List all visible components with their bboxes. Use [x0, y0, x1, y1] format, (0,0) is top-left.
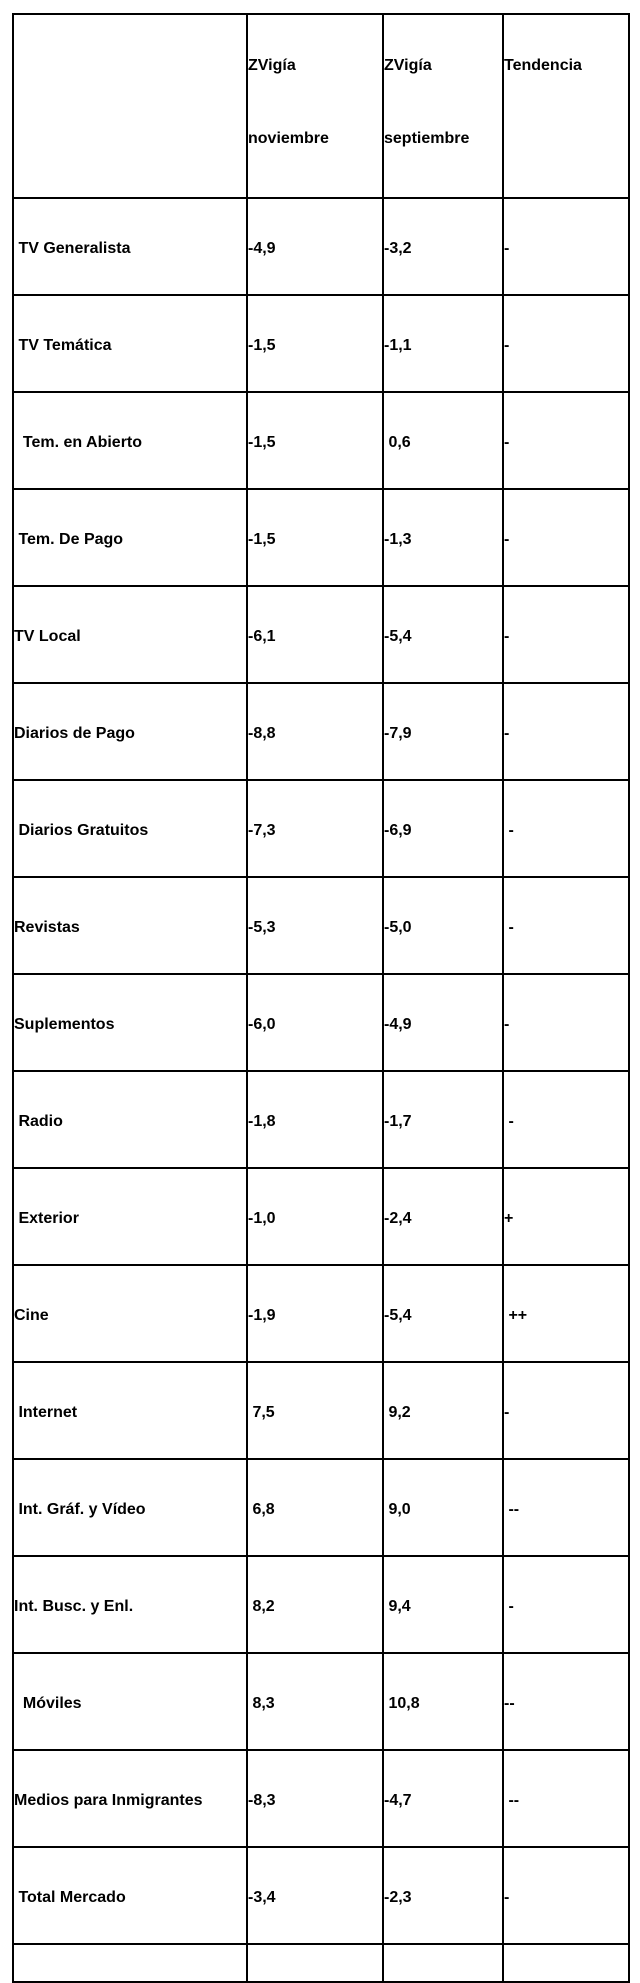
row-septiembre-cell	[383, 586, 503, 683]
row-tendencia-cell	[503, 392, 629, 489]
row-noviembre-cell	[247, 586, 383, 683]
row-tendencia-value: -	[504, 240, 510, 257]
row-septiembre-cell	[383, 780, 503, 877]
row-septiembre-value: 9,4	[384, 1598, 411, 1615]
header-line: Tendencia	[504, 57, 582, 74]
row-noviembre-cell	[247, 974, 383, 1071]
row-label-cell	[13, 1556, 247, 1653]
row-noviembre-value: -6,0	[248, 1016, 276, 1033]
table-row	[13, 974, 629, 1071]
row-noviembre-cell	[247, 877, 383, 974]
table-row	[13, 392, 629, 489]
row-label-cell	[13, 392, 247, 489]
row-noviembre-cell	[247, 1750, 383, 1847]
row-label-cell	[13, 1847, 247, 1944]
row-label: Total Mercado	[14, 1889, 126, 1906]
row-tendencia-cell	[503, 586, 629, 683]
row-label-cell	[13, 974, 247, 1071]
row-septiembre-cell	[383, 974, 503, 1071]
row-tendencia-cell	[503, 780, 629, 877]
row-tendencia-cell	[503, 489, 629, 586]
header-row	[13, 14, 629, 198]
row-septiembre-value: -3,2	[384, 240, 412, 257]
row-tendencia-value: -	[504, 531, 510, 548]
table-body-partial	[13, 1944, 629, 1982]
row-noviembre-cell	[247, 489, 383, 586]
row-noviembre-cell	[247, 1556, 383, 1653]
row-label-cell	[13, 1459, 247, 1556]
row-tendencia-value: -	[504, 1404, 510, 1421]
row-noviembre-cell	[247, 1653, 383, 1750]
row-noviembre-cell	[247, 1265, 383, 1362]
row-septiembre-cell	[383, 1750, 503, 1847]
row-noviembre-cell	[247, 683, 383, 780]
header-line: septiembre	[384, 130, 470, 147]
table-row	[13, 1362, 629, 1459]
row-noviembre-value: -1,0	[248, 1210, 276, 1227]
row-label-cell	[13, 1750, 247, 1847]
table-header	[13, 14, 629, 198]
row-septiembre-value: -2,4	[384, 1210, 412, 1227]
row-septiembre-value: 9,0	[384, 1501, 411, 1518]
row-tendencia-value: -	[504, 434, 510, 451]
row-septiembre-value: 9,2	[384, 1404, 411, 1421]
row-septiembre-value: -1,3	[384, 531, 412, 548]
row-septiembre-value: -7,9	[384, 725, 412, 742]
row-noviembre-value: -4,9	[248, 240, 276, 257]
row-septiembre-cell	[383, 198, 503, 295]
table-row	[13, 1265, 629, 1362]
table-row	[13, 198, 629, 295]
row-tendencia-cell	[503, 1265, 629, 1362]
row-noviembre-value: -8,8	[248, 725, 276, 742]
row-label: Radio	[14, 1113, 63, 1130]
row-label-cell	[13, 877, 247, 974]
row-tendencia-value: -	[504, 919, 514, 936]
row-label: Diarios Gratuitos	[14, 822, 149, 839]
row-septiembre-cell	[383, 392, 503, 489]
header-cell-tendencia	[503, 14, 629, 198]
row-label-cell	[13, 1265, 247, 1362]
row-label-cell	[13, 198, 247, 295]
row-label: Cine	[14, 1307, 49, 1324]
table-row	[13, 295, 629, 392]
row-noviembre-value: 8,2	[248, 1598, 275, 1615]
row-septiembre-value: -5,0	[384, 919, 412, 936]
header-cell-zvigia-noviembre	[247, 14, 383, 198]
row-noviembre-cell	[247, 392, 383, 489]
row-tendencia-value: -	[504, 1016, 510, 1033]
row-tendencia-cell	[503, 974, 629, 1071]
row-tendencia-value: --	[504, 1501, 520, 1518]
row-tendencia-value: -	[504, 822, 514, 839]
row-septiembre-value: -1,7	[384, 1113, 412, 1130]
row-tendencia-cell	[503, 1362, 629, 1459]
row-label: Int. Gráf. y Vídeo	[14, 1501, 146, 1518]
row-noviembre-cell	[247, 198, 383, 295]
row-label-cell	[13, 780, 247, 877]
row-tendencia-value: --	[504, 1695, 515, 1712]
row-label: TV Local	[14, 628, 81, 645]
row-label-cell	[13, 295, 247, 392]
table-row	[13, 1847, 629, 1944]
row-septiembre-value: -5,4	[384, 628, 412, 645]
row-noviembre-cell	[247, 1459, 383, 1556]
row-septiembre-value: -1,1	[384, 337, 412, 354]
table-row	[13, 877, 629, 974]
row-noviembre-value: -8,3	[248, 1792, 276, 1809]
header-cell-zvigia-septiembre	[383, 14, 503, 198]
partial-row	[13, 1944, 629, 1982]
partial-cell	[13, 1944, 247, 1982]
row-tendencia-value: -	[504, 725, 510, 742]
row-septiembre-cell	[383, 1653, 503, 1750]
row-septiembre-value: -5,4	[384, 1307, 412, 1324]
row-septiembre-cell	[383, 1847, 503, 1944]
row-septiembre-cell	[383, 683, 503, 780]
row-septiembre-value: -6,9	[384, 822, 412, 839]
header-cell-empty	[13, 14, 247, 198]
row-septiembre-value: -4,9	[384, 1016, 412, 1033]
partial-cell	[383, 1944, 503, 1982]
row-label: Medios para Inmigrantes	[14, 1792, 203, 1809]
row-tendencia-value: +	[504, 1210, 514, 1227]
row-label: TV Generalista	[14, 240, 131, 257]
row-tendencia-value: -	[504, 1889, 510, 1906]
partial-cell	[247, 1944, 383, 1982]
row-noviembre-cell	[247, 1168, 383, 1265]
table-row	[13, 1750, 629, 1847]
row-tendencia-cell	[503, 1750, 629, 1847]
row-tendencia-cell	[503, 683, 629, 780]
row-label: Tem. en Abierto	[14, 434, 143, 451]
row-tendencia-cell	[503, 1168, 629, 1265]
row-noviembre-value: -1,5	[248, 337, 276, 354]
row-noviembre-cell	[247, 780, 383, 877]
row-label-cell	[13, 1362, 247, 1459]
row-label: TV Temática	[14, 337, 112, 354]
row-tendencia-value: -	[504, 1113, 514, 1130]
row-noviembre-cell	[247, 1362, 383, 1459]
table-row	[13, 489, 629, 586]
row-tendencia-cell	[503, 295, 629, 392]
row-label: Móviles	[14, 1695, 82, 1712]
row-septiembre-cell	[383, 1071, 503, 1168]
row-label: Tem. De Pago	[14, 531, 124, 548]
row-label-cell	[13, 586, 247, 683]
row-noviembre-value: -7,3	[248, 822, 276, 839]
row-tendencia-cell	[503, 1459, 629, 1556]
media-forecast-table	[12, 13, 630, 1983]
row-label: Suplementos	[14, 1016, 115, 1033]
table-row	[13, 1653, 629, 1750]
row-label: Internet	[14, 1404, 78, 1421]
row-tendencia-cell	[503, 1556, 629, 1653]
row-noviembre-value: 6,8	[248, 1501, 275, 1518]
row-noviembre-cell	[247, 295, 383, 392]
row-noviembre-value: 7,5	[248, 1404, 275, 1421]
row-noviembre-value: -1,9	[248, 1307, 276, 1324]
table-body	[13, 198, 629, 1944]
row-noviembre-value: -3,4	[248, 1889, 276, 1906]
row-septiembre-value: -4,7	[384, 1792, 412, 1809]
row-label: Revistas	[14, 919, 80, 936]
row-septiembre-value: -2,3	[384, 1889, 412, 1906]
row-septiembre-cell	[383, 1168, 503, 1265]
row-septiembre-cell	[383, 295, 503, 392]
row-label-cell	[13, 1168, 247, 1265]
row-label-cell	[13, 1653, 247, 1750]
table-row	[13, 1168, 629, 1265]
row-septiembre-cell	[383, 489, 503, 586]
row-tendencia-cell	[503, 1847, 629, 1944]
table-row	[13, 780, 629, 877]
partial-cell	[503, 1944, 629, 1982]
row-noviembre-value: -5,3	[248, 919, 276, 936]
row-noviembre-value: 8,3	[248, 1695, 275, 1712]
table-row	[13, 683, 629, 780]
table-row	[13, 1459, 629, 1556]
header-line: ZVigía	[248, 57, 296, 74]
row-tendencia-value: ++	[504, 1307, 528, 1324]
row-septiembre-cell	[383, 1459, 503, 1556]
row-septiembre-cell	[383, 1556, 503, 1653]
header-line: noviembre	[248, 130, 329, 147]
row-label-cell	[13, 683, 247, 780]
row-septiembre-value: 0,6	[384, 434, 411, 451]
row-label-cell	[13, 489, 247, 586]
row-tendencia-value: -	[504, 628, 510, 645]
row-septiembre-value: 10,8	[384, 1695, 420, 1712]
row-tendencia-value: --	[504, 1792, 520, 1809]
table-row	[13, 1556, 629, 1653]
row-label-cell	[13, 1071, 247, 1168]
table-row	[13, 1071, 629, 1168]
row-noviembre-value: -1,8	[248, 1113, 276, 1130]
header-line: ZVigía	[384, 57, 432, 74]
row-septiembre-cell	[383, 1362, 503, 1459]
row-tendencia-cell	[503, 1071, 629, 1168]
row-tendencia-cell	[503, 877, 629, 974]
row-noviembre-cell	[247, 1847, 383, 1944]
row-septiembre-cell	[383, 877, 503, 974]
row-septiembre-cell	[383, 1265, 503, 1362]
row-label: Int. Busc. y Enl.	[14, 1598, 134, 1615]
row-noviembre-cell	[247, 1071, 383, 1168]
row-tendencia-value: -	[504, 337, 510, 354]
row-noviembre-value: -6,1	[248, 628, 276, 645]
row-tendencia-value: -	[504, 1598, 514, 1615]
table-row	[13, 586, 629, 683]
row-label: Exterior	[14, 1210, 79, 1227]
row-noviembre-value: -1,5	[248, 531, 276, 548]
row-tendencia-cell	[503, 1653, 629, 1750]
row-tendencia-cell	[503, 198, 629, 295]
row-label: Diarios de Pago	[14, 725, 135, 742]
row-noviembre-value: -1,5	[248, 434, 276, 451]
